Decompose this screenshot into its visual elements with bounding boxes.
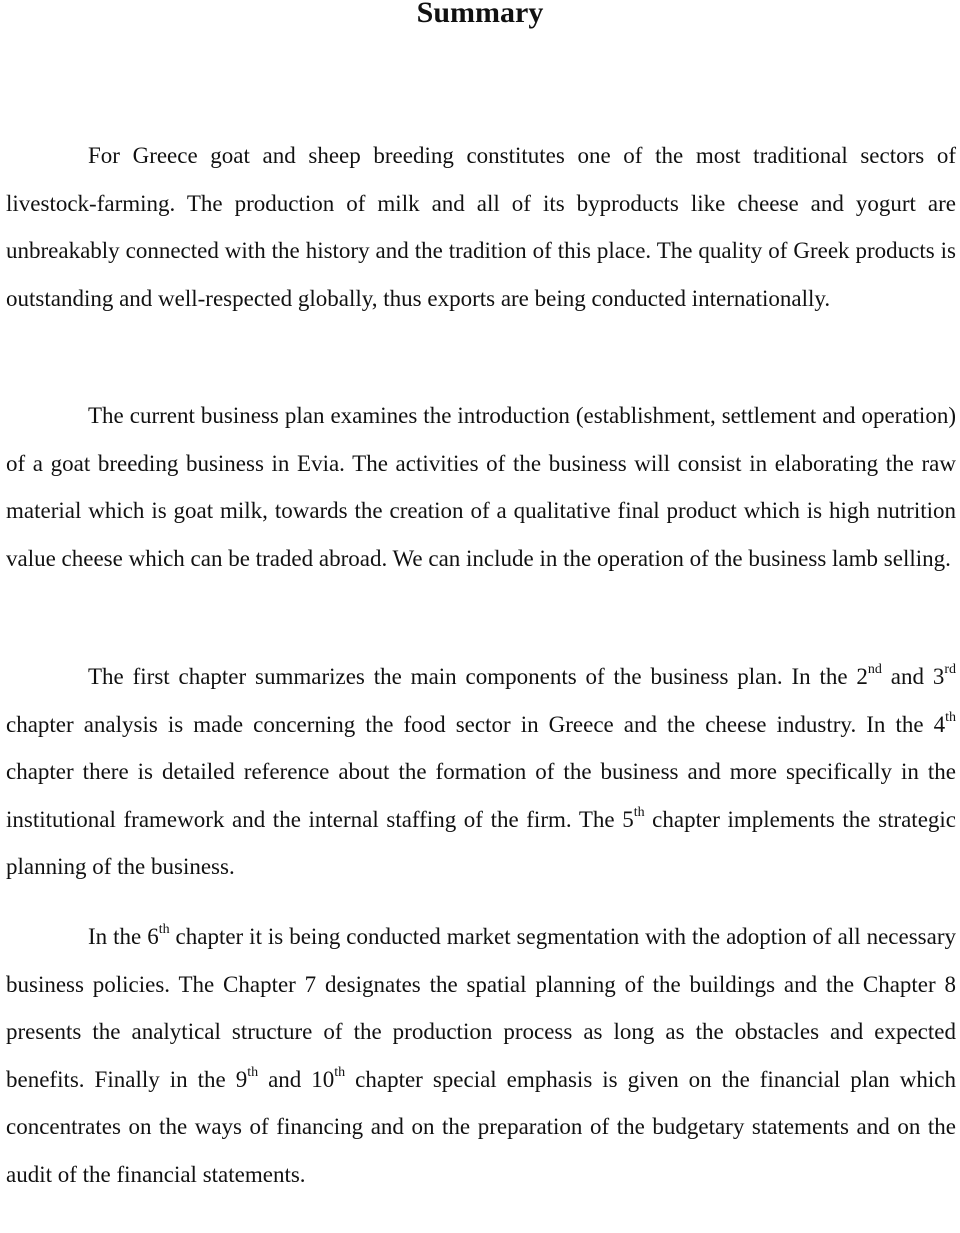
ordinal-suffix: rd [944,662,956,678]
chapter-number: 2 [856,664,868,689]
summary-paragraph-1: For Greece goat and sheep breeding constitutes one of the most traditional sectors of livestock-farming. The production of milk and all of its byproducts like cheese and yogurt are unbreakably connected with the history and the tradition of this place. The quality of Greek products is outstanding and well-respected globally, thus exports are being conducted internationally. [6,143,956,311]
ordinal-suffix: th [247,1064,259,1080]
paragraph-text: The first chapter summarizes the main components of the business plan. In the [88,664,857,689]
ordinal-suffix: nd [867,662,882,678]
summary-paragraph-2: The current business plan examines the introduction (establishment, settlement and operation) of a goat breeding business in Evia. The activities of the business will consist in elaborating the raw material which is goat milk, towards the creation of a qualitative final product which is high nutrition value cheese which can be traded abroad. We can include in the operation of the business lamb selling. [6,403,956,571]
paragraph-text: and [881,664,933,689]
chapter-number: 10 [311,1066,335,1092]
paragraph-text: and [258,1066,312,1092]
chapter-number: 6 [147,924,159,949]
chapter-number: 5 [622,806,634,832]
ordinal-suffix: th [633,804,645,820]
ordinal-suffix: th [158,922,170,938]
paragraph-text: In the [88,924,148,949]
summary-paragraph-4 [6,913,956,1198]
chapter-number: 4 [933,711,946,737]
page-title: Summary [416,0,544,29]
paragraph-text: chapter it is being conducted market segmentation with the adoption of all necessary business policies. The Chapter 7 designates the spatial planning of the buildings and the Chapter 8 presents the analytical structure of the production process as long as the obstacles and expected benefits. Finally in the [6,924,956,1092]
chapter-number: 3 [932,664,945,689]
paragraph-text: chapter special emphasis is given on the financial plan which concentrates on the ways of financing and on the preparation of the budgetary statements and on the audit of the financial statements. [6,1066,957,1187]
summary-paragraph-3 [6,653,956,891]
chapter-number: 9 [235,1066,248,1092]
ordinal-suffix: th [945,709,956,725]
ordinal-suffix: th [334,1064,346,1080]
paragraph-text: chapter implements the strategic planning of the business. [6,806,956,879]
paragraph-text: chapter analysis is made concerning the food sector in Greece and the cheese industry. In the [6,711,934,737]
paragraph-text: chapter there is detailed reference about the formation of the business and more specifically in the institutional framework and the internal staffing of the firm. The [6,759,956,832]
